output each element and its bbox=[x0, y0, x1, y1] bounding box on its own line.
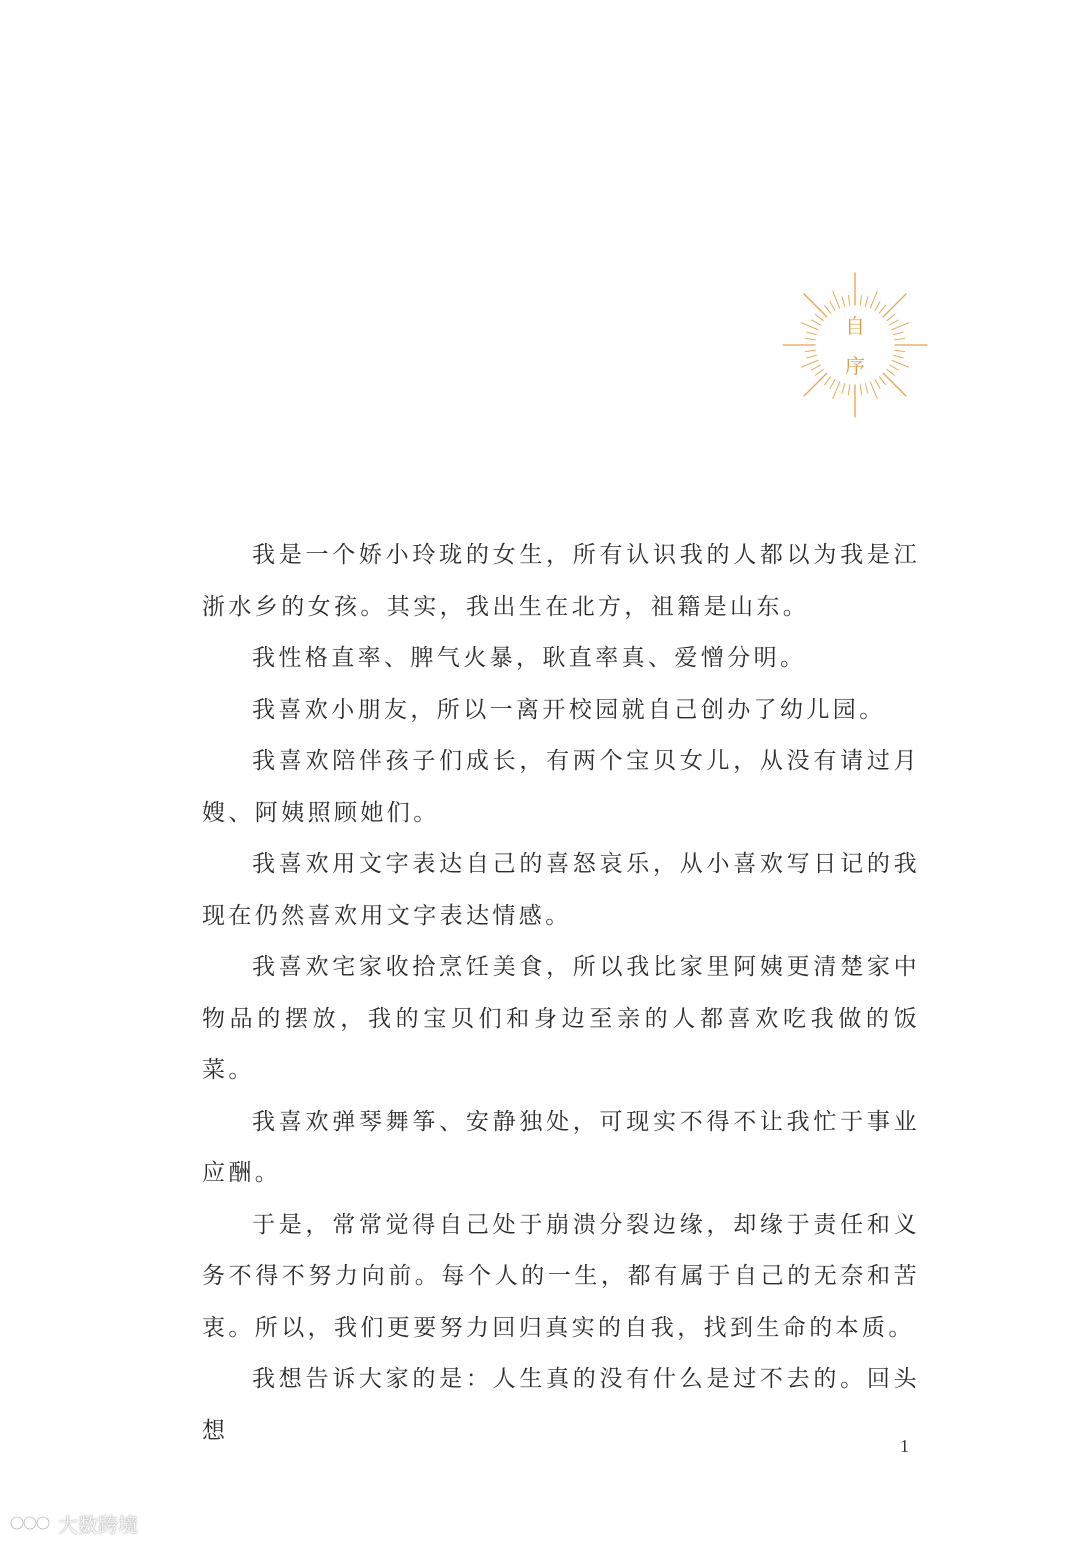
sunburst-ray bbox=[865, 297, 868, 307]
sunburst-ray bbox=[833, 291, 840, 308]
sunburst-ray bbox=[842, 297, 845, 307]
preface-title-badge bbox=[780, 270, 930, 420]
paragraph: 我性格直率、脾气火暴，耿直率真、爱憎分明。 bbox=[252, 645, 807, 671]
sunburst-ray bbox=[860, 295, 861, 305]
sunburst-ray bbox=[830, 302, 835, 311]
sunburst-ray bbox=[842, 384, 845, 394]
sunburst-ray bbox=[830, 380, 835, 389]
paragraph: 于是，常常觉得自己处于崩溃分裂边缘，却缘于责任和义务不得不努力向前。每个人的一生，都有属于自己的无奈和苦衷。所以，我们更要努力回归真实的自我，找到生命的本质。 bbox=[202, 1211, 920, 1341]
sunburst-ray bbox=[833, 382, 840, 399]
sunburst-ray bbox=[883, 373, 906, 396]
sunburst-ray bbox=[870, 291, 877, 308]
paragraph: 我是一个娇小玲珑的女生，所有认识我的人都以为我是江浙水乡的女孩。其实，我出生在北方，祖籍是山东。 bbox=[202, 542, 920, 620]
sunburst-ray bbox=[879, 305, 885, 313]
preface-body bbox=[202, 530, 920, 1457]
sunburst-ray bbox=[879, 377, 885, 385]
sunburst-ray bbox=[865, 384, 868, 394]
sunburst-ray bbox=[870, 382, 877, 399]
sunburst-ray bbox=[875, 380, 880, 389]
logo-icon bbox=[8, 1512, 52, 1534]
watermark-text: 大数跨境 bbox=[58, 1512, 138, 1537]
sunburst-icon bbox=[780, 270, 930, 420]
sunburst-ray bbox=[848, 385, 849, 395]
sunburst-ray bbox=[825, 305, 831, 313]
paragraph: 我喜欢小朋友，所以一离开校园就自己创办了幼儿园。 bbox=[252, 696, 886, 723]
paragraph: 我喜欢陪伴孩子们成长，有两个宝贝女儿，从没有请过月嫂、阿姨照顾她们。 bbox=[202, 748, 920, 826]
watermark bbox=[8, 1508, 138, 1538]
sunburst-ray bbox=[895, 338, 905, 339]
sunburst-ray bbox=[804, 373, 827, 396]
paragraph: 我想告诉大家的是：人生真的没有什么是过不去的。回头想 bbox=[202, 1366, 920, 1444]
paragraph: 我喜欢宅家收拾烹饪美食，所以我比家里阿姨更清楚家中物品的摆放，我的宝贝们和身边至亲的人都喜欢吃我做的饭菜。 bbox=[202, 954, 920, 1083]
sunburst-ray bbox=[805, 350, 815, 351]
sunburst-ray bbox=[825, 377, 831, 385]
title-char-2: 序 bbox=[845, 354, 865, 378]
title-char-1: 自 bbox=[845, 314, 865, 338]
sunburst-ray bbox=[805, 338, 815, 339]
sunburst-ray bbox=[883, 294, 906, 317]
paragraph: 我喜欢用文字表达自己的喜怒哀乐，从小喜欢写日记的我现在仍然喜欢用文字表达情感。 bbox=[202, 851, 920, 929]
sunburst-ray bbox=[875, 302, 880, 311]
sunburst-ray bbox=[804, 294, 827, 317]
page-number: 1 bbox=[900, 1436, 909, 1456]
sunburst-ray bbox=[895, 350, 905, 351]
paragraph: 我喜欢弹琴舞筝、安静独处，可现实不得不让我忙于事业应酬。 bbox=[202, 1108, 920, 1186]
sunburst-ray bbox=[860, 385, 861, 395]
sunburst-ray bbox=[848, 295, 849, 305]
